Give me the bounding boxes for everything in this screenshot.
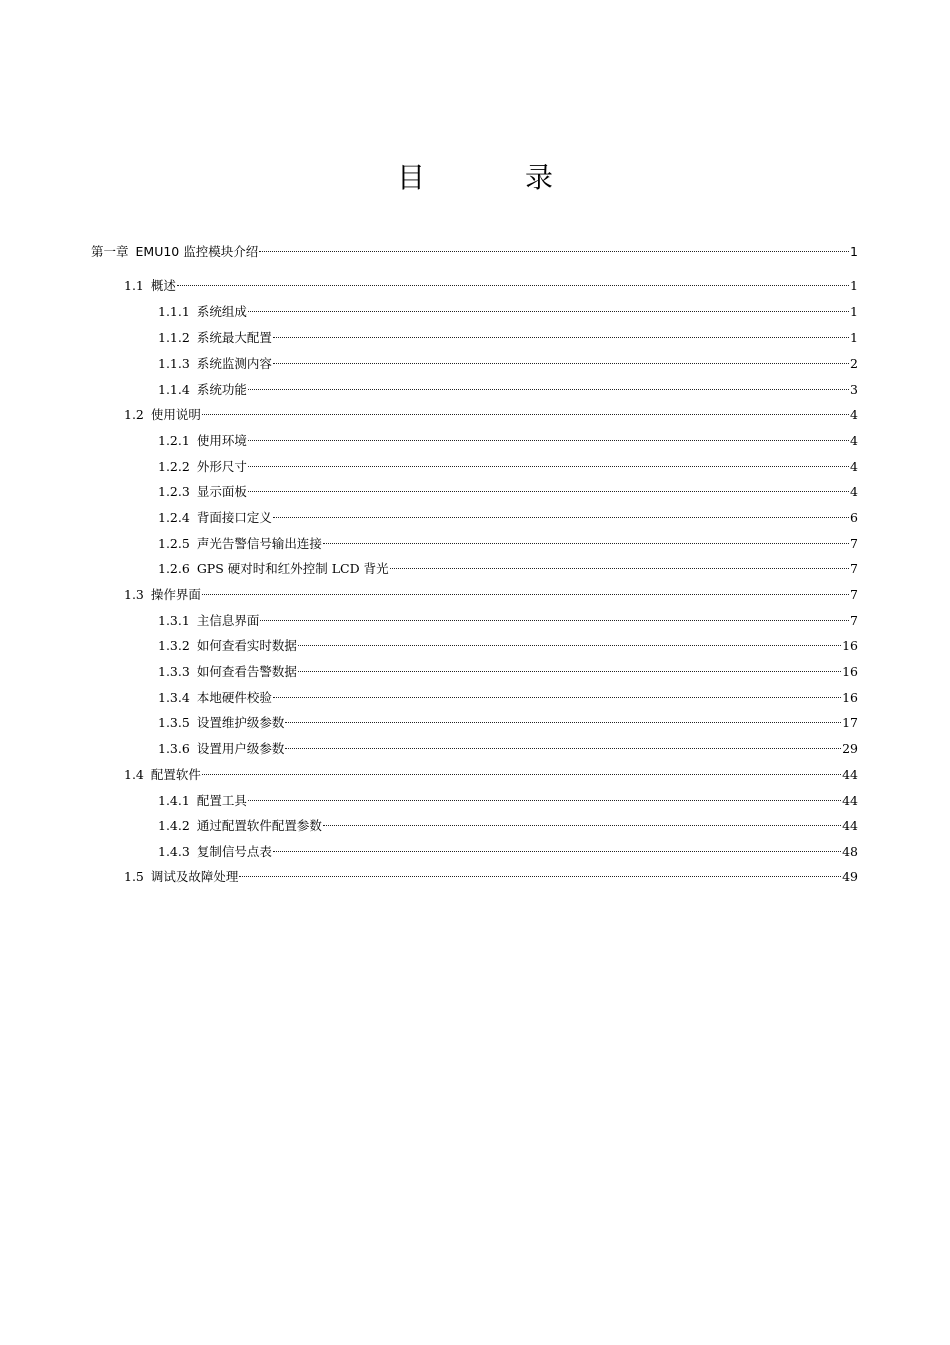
toc-entry-page: 17 [842, 715, 858, 730]
toc-entry-number: 1.2.5 [158, 536, 190, 551]
toc-dot-leader [248, 440, 849, 441]
toc-entry[interactable] [158, 661, 858, 683]
toc-entry[interactable] [124, 275, 858, 297]
toc-entry-page: 6 [850, 510, 858, 525]
toc-dot-leader [248, 466, 849, 467]
toc-entry-text: 系统最大配置 [196, 330, 272, 345]
toc-dot-leader [202, 414, 849, 415]
toc-dot-leader [273, 363, 849, 364]
toc-entry-text: 使用环境 [196, 433, 247, 448]
toc-entry-number: 1.3.1 [158, 613, 190, 628]
toc-entry[interactable] [158, 456, 858, 478]
toc-dot-leader [273, 697, 841, 698]
toc-entry-number: 1.3.4 [158, 690, 190, 705]
toc-entry-page: 29 [842, 741, 858, 756]
toc-entry-text: 显示面板 [196, 484, 247, 499]
toc-dot-leader [323, 543, 849, 544]
toc-entry[interactable] [91, 241, 858, 263]
toc-entry[interactable] [158, 687, 858, 709]
toc-entry[interactable] [158, 815, 858, 837]
toc-entry-number: 1.2.6 [158, 561, 190, 576]
toc-entry-text: EMU10 监控模块介绍 [135, 244, 259, 259]
toc-entry-number: 1.3.6 [158, 741, 190, 756]
toc-entry-page: 4 [850, 433, 858, 448]
toc-entry-text: 如何查看实时数据 [196, 638, 297, 653]
toc-title: 目 录 [396, 161, 589, 194]
toc-entry-number: 1.1.3 [158, 356, 190, 371]
toc-entry-text: 声光告警信号输出连接 [196, 536, 322, 551]
toc-entry-page: 1 [850, 244, 858, 259]
toc-entry-number: 1.3.3 [158, 664, 190, 679]
toc-dot-leader [239, 876, 841, 877]
toc-entry-number: 1.4.2 [158, 818, 190, 833]
toc-dot-leader [202, 774, 841, 775]
toc-entry-text: 系统功能 [196, 382, 247, 397]
toc-entry-page: 2 [850, 356, 858, 371]
toc-entry[interactable] [158, 558, 858, 580]
toc-entry[interactable] [158, 379, 858, 401]
toc-entry[interactable] [158, 327, 858, 349]
toc-entry-number: 1.4.1 [158, 793, 190, 808]
toc-entry-text: 配置软件 [150, 767, 201, 782]
toc-entry-number: 1.5 [124, 869, 144, 884]
toc-entry-number: 1.2.2 [158, 459, 190, 474]
toc-entry-page: 4 [850, 407, 858, 422]
toc-entry-page: 1 [850, 278, 858, 293]
toc-entry-page: 1 [850, 304, 858, 319]
toc-entry-text: 调试及故障处理 [150, 869, 239, 884]
toc-entry-text: 本地硬件校验 [196, 690, 272, 705]
toc-entry-number: 1.4.3 [158, 844, 190, 859]
toc-entry-page: 4 [850, 484, 858, 499]
toc-dot-leader [177, 285, 849, 286]
toc-entry-text: 外形尺寸 [196, 459, 247, 474]
toc-dot-leader [248, 311, 849, 312]
toc-entry[interactable] [158, 507, 858, 529]
toc-dot-leader [323, 825, 841, 826]
toc-entry[interactable] [124, 584, 858, 606]
toc-entry-text: 复制信号点表 [196, 844, 272, 859]
toc-entry[interactable] [158, 533, 858, 555]
toc-entry[interactable] [158, 712, 858, 734]
toc-entry-text: 设置维护级参数 [196, 715, 285, 730]
toc-entry-number: 1.3.5 [158, 715, 190, 730]
toc-entry[interactable] [158, 610, 858, 632]
toc-entry[interactable] [158, 301, 858, 323]
toc-entry-number: 1.4 [124, 767, 144, 782]
toc-entry-page: 44 [842, 767, 858, 782]
toc-dot-leader [390, 568, 849, 569]
toc-entry-page: 49 [842, 869, 858, 884]
toc-dot-leader [273, 337, 849, 338]
toc-entry-number: 1.3 [124, 587, 144, 602]
toc-entry-text: 设置用户级参数 [196, 741, 285, 756]
toc-entry-number: 1.3.2 [158, 638, 190, 653]
toc-dot-leader [298, 671, 841, 672]
toc-dot-leader [248, 800, 841, 801]
toc-entry[interactable] [158, 738, 858, 760]
toc-entry[interactable] [124, 866, 858, 888]
toc-entry-number: 1.1.1 [158, 304, 190, 319]
toc-entry-number: 1.2.3 [158, 484, 190, 499]
toc-dot-leader [285, 748, 841, 749]
toc-entry-number: 1.1.2 [158, 330, 190, 345]
toc-entry-page: 7 [850, 613, 858, 628]
toc-entry[interactable] [158, 353, 858, 375]
toc-entry-number: 1.2.4 [158, 510, 190, 525]
toc-entry-text: 操作界面 [150, 587, 201, 602]
toc-entry[interactable] [158, 481, 858, 503]
toc-dot-leader [202, 594, 849, 595]
toc-entry-page: 44 [842, 793, 858, 808]
toc-entry-page: 7 [850, 587, 858, 602]
toc-entry-text: 配置工具 [196, 793, 247, 808]
toc-entry-page: 16 [842, 638, 858, 653]
toc-entry-number: 第一章 [91, 244, 129, 259]
toc-entry-page: 44 [842, 818, 858, 833]
toc-entry-text: 系统组成 [196, 304, 247, 319]
toc-entry-number: 1.2 [124, 407, 144, 422]
toc-entry-page: 4 [850, 459, 858, 474]
toc-entry[interactable] [124, 404, 858, 426]
toc-dot-leader [259, 251, 849, 252]
toc-dot-leader [248, 389, 849, 390]
toc-entry[interactable] [158, 430, 858, 452]
toc-entry[interactable] [158, 790, 858, 812]
toc-entry-text: 概述 [150, 278, 176, 293]
toc-dot-leader [298, 645, 841, 646]
toc-entry-page: 16 [842, 690, 858, 705]
toc-entry-text: GPS 硬对时和红外控制 LCD 背光 [196, 561, 389, 576]
toc-entry-page: 7 [850, 561, 858, 576]
toc-dot-leader [248, 491, 849, 492]
toc-entry-page: 1 [850, 330, 858, 345]
toc-entry-page: 3 [850, 382, 858, 397]
toc-entry-number: 1.1 [124, 278, 144, 293]
toc-entry-number: 1.1.4 [158, 382, 190, 397]
toc-entry-text: 背面接口定义 [196, 510, 272, 525]
toc-entry-page: 16 [842, 664, 858, 679]
toc-entry-text: 使用说明 [150, 407, 201, 422]
toc-entry-page: 7 [850, 536, 858, 551]
toc-entry-text: 如何查看告警数据 [196, 664, 297, 679]
toc-entry[interactable] [158, 841, 858, 863]
toc-dot-leader [285, 722, 841, 723]
toc-entry-page: 48 [842, 844, 858, 859]
toc-entry[interactable] [124, 764, 858, 786]
toc-entry[interactable] [158, 635, 858, 657]
toc-entry-text: 主信息界面 [196, 613, 260, 628]
toc-dot-leader [273, 517, 849, 518]
toc-dot-leader [273, 851, 841, 852]
toc-entry-text: 系统监测内容 [196, 356, 272, 371]
toc-entry-text: 通过配置软件配置参数 [196, 818, 322, 833]
toc-dot-leader [260, 620, 849, 621]
toc-entry-number: 1.2.1 [158, 433, 190, 448]
